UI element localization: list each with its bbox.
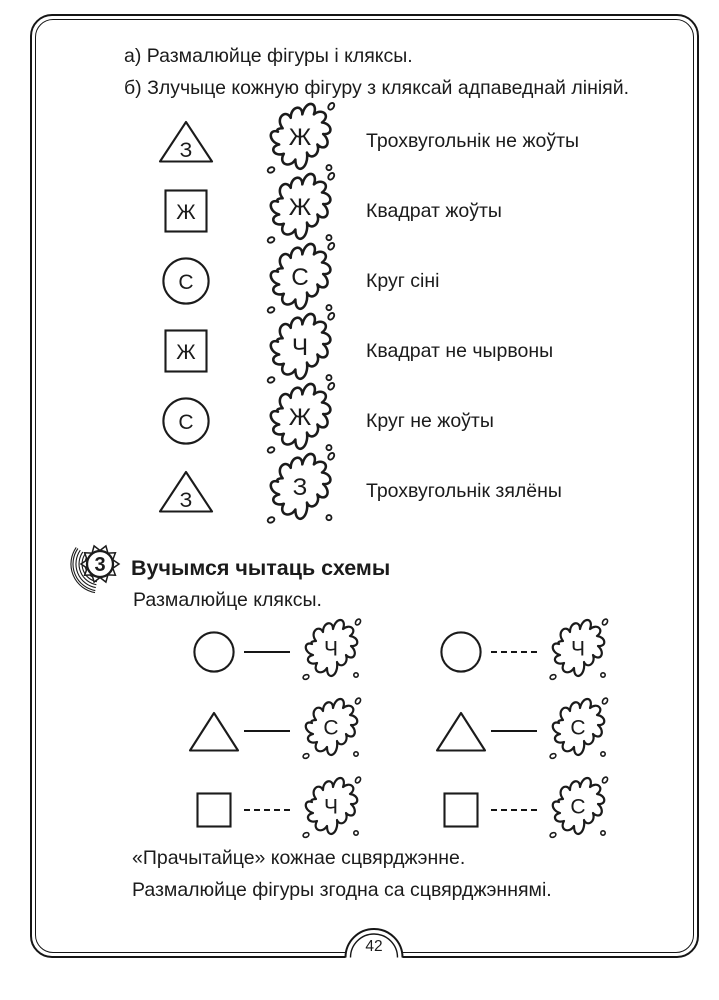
instructions: [124, 40, 629, 104]
connector-line-dashed: [491, 809, 537, 811]
blot-letter: Ч: [291, 334, 309, 362]
shape-letter: Ж: [176, 341, 196, 364]
blot-letter: Ч: [571, 637, 585, 660]
shape-cell: [186, 709, 242, 753]
square-shape-icon: [163, 328, 209, 374]
match-label: Квадрат не чырвоны: [366, 339, 554, 362]
blot-letter: С: [323, 716, 339, 739]
shape-letter: С: [178, 271, 194, 294]
schema-pair: [186, 612, 382, 691]
square-shape-icon: [163, 188, 209, 234]
connector-line-dashed: [244, 809, 290, 811]
match-row: [156, 456, 579, 526]
circle-shape-icon: [161, 256, 211, 306]
triangle-shape-icon: [434, 709, 488, 753]
footer-instructions: [132, 843, 552, 906]
connector-line-solid: [491, 730, 537, 732]
footer-line-2: Размалюйце фігуры згодна са сцвярджэннямі.: [132, 878, 552, 901]
circle-shape-icon: [161, 396, 211, 446]
schema-row: [186, 770, 629, 849]
shape-cell: [433, 791, 489, 829]
blot-letter: Ж: [288, 194, 312, 222]
ink-blot-icon: [540, 693, 616, 769]
match-label: Круг сіні: [366, 269, 440, 292]
match-label: Трохвугольнік не жоўты: [366, 129, 580, 152]
shape-cell: [433, 709, 489, 753]
schema-row: [186, 612, 629, 691]
square-shape-icon: [195, 791, 233, 829]
match-label: Круг не жоўты: [366, 409, 494, 432]
shape-cell: [156, 188, 216, 234]
matching-rows: [156, 106, 579, 526]
shape-cell: [156, 328, 216, 374]
shape-cell: [156, 396, 216, 446]
blot-cell: [256, 447, 344, 535]
schema-pair: [433, 612, 629, 691]
match-row: [156, 106, 579, 176]
blot-letter: Ч: [324, 795, 338, 818]
blot-letter: С: [291, 264, 309, 292]
ink-blot-icon: [293, 614, 369, 690]
match-label: Квадрат жоўты: [366, 199, 502, 222]
section-subtitle: Размалюйце кляксы.: [133, 589, 322, 611]
circle-shape-icon: [439, 630, 483, 674]
schema-pair: [433, 770, 629, 849]
blot-letter: З: [292, 474, 308, 502]
instruction-line-b: б) Злучыце кожную фігуру з кляксай адпаведнай лініяй.: [124, 77, 630, 99]
ink-blot-icon: [293, 693, 369, 769]
shape-letter: З: [179, 488, 193, 512]
circle-shape-icon: [192, 630, 236, 674]
connector-line-solid: [244, 730, 290, 732]
connector-line-solid: [244, 651, 290, 653]
square-shape-icon: [442, 791, 480, 829]
blot-letter: С: [570, 795, 586, 818]
page-number: [344, 924, 404, 958]
schema-pair: [433, 691, 629, 770]
blot-letter: Ж: [288, 124, 312, 152]
shape-cell: [156, 118, 216, 165]
page-number-text: 42: [365, 938, 383, 955]
triangle-shape-icon: [157, 468, 215, 515]
instruction-line-a: а) Размалюйце фігуры і кляксы.: [124, 45, 413, 67]
ink-blot-icon: [293, 772, 369, 848]
section-title: Вучымся чытаць схемы: [131, 556, 391, 580]
schema-pair: [186, 770, 382, 849]
shape-cell: [433, 630, 489, 674]
ink-blot-icon: [540, 614, 616, 690]
shape-letter: Ж: [176, 201, 196, 224]
schema-grid: [186, 612, 629, 849]
match-label: Трохвугольнік зялёны: [366, 479, 562, 502]
badge-number-text: 3: [94, 554, 106, 576]
blot-letter: Ж: [288, 404, 312, 432]
match-row: [156, 176, 579, 246]
shape-cell: [186, 630, 242, 674]
match-row: [156, 316, 579, 386]
ink-blot-icon: [256, 447, 344, 535]
match-row: [156, 386, 579, 456]
connector-line-dashed: [491, 651, 537, 653]
schema-row: [186, 691, 629, 770]
shape-letter: З: [179, 138, 193, 162]
shape-cell: [156, 256, 216, 306]
shape-cell: [156, 468, 216, 515]
shape-letter: С: [178, 411, 194, 434]
triangle-shape-icon: [157, 118, 215, 165]
ink-blot-icon: [540, 772, 616, 848]
shape-cell: [186, 791, 242, 829]
blot-letter: С: [570, 716, 586, 739]
footer-line-1: «Прачытайце» кожнае сцвярджэнне.: [132, 847, 466, 869]
blot-letter: Ч: [324, 637, 338, 660]
schema-pair: [186, 691, 382, 770]
triangle-shape-icon: [187, 709, 241, 753]
match-row: [156, 246, 579, 316]
